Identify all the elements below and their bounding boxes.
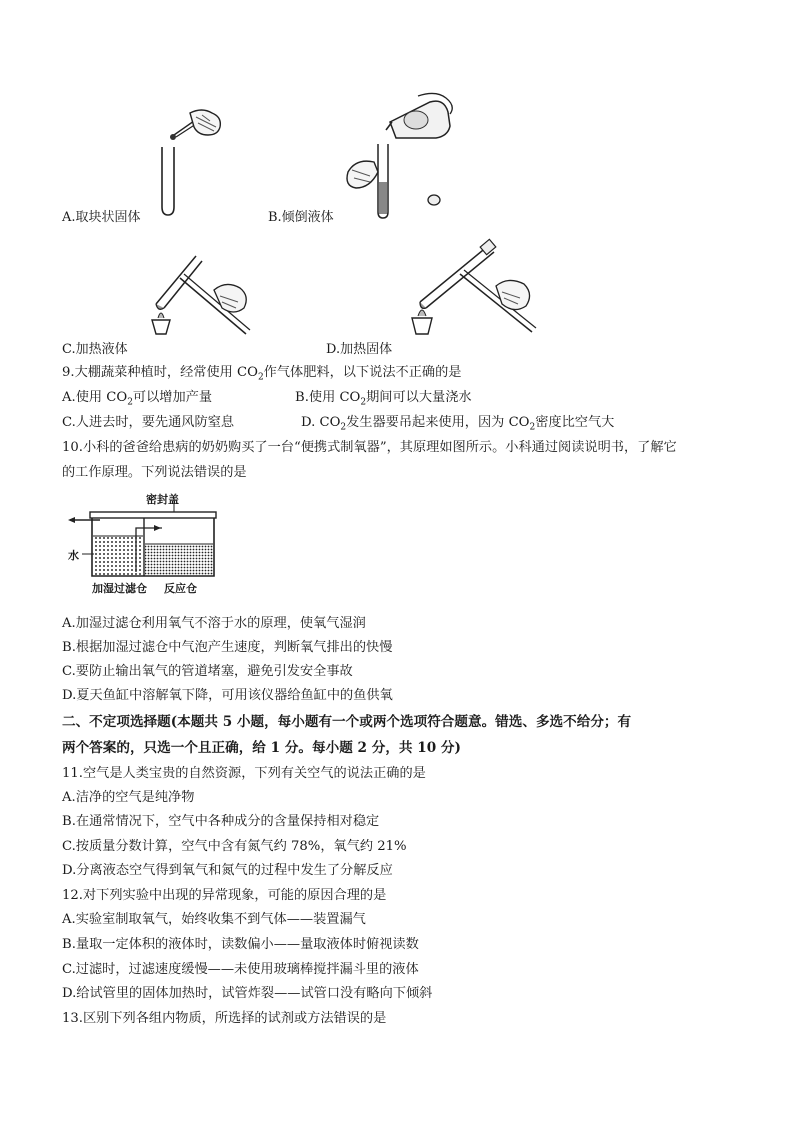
q11-option-a: A.洁净的空气是纯净物 — [62, 790, 195, 805]
q12-option-d: D.给试管里的固体加热时，试管炸裂——试管口没有略向下倾斜 — [62, 986, 433, 1001]
q9-option-a: A.使用 $CO_2$可以增加产量 — [62, 390, 213, 408]
q10-stem-line2: 的工作原理。下列说法错误的是 — [62, 465, 247, 480]
diagram-label-left-chamber: 加湿过滤仓 — [92, 582, 147, 595]
q13-stem: 13.区别下列各组内物质，所选择的试剂或方法错误的是 — [62, 1011, 387, 1026]
q12-option-b: B.量取一定体积的液体时，读数偏小——量取液体时俯视读数 — [62, 937, 419, 952]
diagram-label-lid: 密封盖 — [146, 493, 179, 506]
q8-option-c: C.加热液体 — [62, 342, 128, 357]
figure-pour-liquid — [340, 92, 460, 222]
q8-option-d: D.加热固体 — [326, 342, 393, 357]
q10-option-c: C.要防止输出氧气的管道堵塞，避免引发安全事故 — [62, 664, 353, 679]
q11-option-b: B.在通常情况下，空气中各种成分的含量保持相对稳定 — [62, 814, 380, 829]
section2-heading-line1: 二、不定项选择题(本题共 5 小题，每小题有一个或两个选项符合题意。错选、多选不给分；有 — [62, 714, 632, 730]
diagram-label-water: 水 — [68, 549, 79, 562]
q11-option-d: D.分离液态空气得到氧气和氮气的过程中发生了分解反应 — [62, 863, 393, 878]
q10-option-d: D.夏天鱼缸中溶解氧下降，可用该仪器给鱼缸中的鱼供氧 — [62, 688, 393, 703]
q12-stem: 12.对下列实验中出现的异常现象，可能的原因合理的是 — [62, 888, 387, 903]
q8-option-a: A.取块状固体 — [62, 210, 141, 225]
q11-option-c: C.按质量分数计算，空气中含有氮气约 78%，氧气约 21% — [62, 839, 407, 854]
q12-option-c: C.过滤时，过滤速度缓慢——未使用玻璃棒搅拌漏斗里的液体 — [62, 962, 419, 977]
q9-option-d: D. $CO_2$发生器要吊起来使用，因为 $CO_2$密度比空气大 — [301, 415, 615, 433]
q8-option-b: B.倾倒液体 — [268, 210, 334, 225]
q9-option-c: C.人进去时，要先通风防窒息 — [62, 415, 235, 430]
q10-option-b: B.根据加湿过滤仓中气泡产生速度，判断氧气排出的快慢 — [62, 640, 393, 655]
q10-stem-line1: 10.小科的爸爸给患病的奶奶购买了一台“便携式制氧器”，其原理如图所示。小科通过阅读说明书，了解它 — [62, 440, 677, 455]
diagram-label-right-chamber: 反应仓 — [164, 582, 197, 595]
section2-heading-line2: 两个答案的，只选一个且正确，给 1 分。每小题 2 分，共 10 分) — [62, 740, 461, 756]
figure-heat-liquid — [136, 246, 260, 338]
figure-take-solid — [150, 105, 230, 217]
q9-option-b: B.使用 $CO_2$期间可以大量浇水 — [295, 390, 472, 408]
figure-heat-solid — [400, 236, 550, 338]
q11-stem: 11.空气是人类宝贵的自然资源，下列有关空气的说法正确的是 — [62, 766, 426, 781]
q9-stem: 9.大棚蔬菜种植时，经常使用 $CO_2$作气体肥料，以下说法不正确的是 — [62, 365, 462, 383]
q12-option-a: A.实验室制取氧气，始终收集不到气体——装置漏气 — [62, 912, 366, 927]
q10-option-a: A.加湿过滤仓利用氧气不溶于水的原理，使氧气湿润 — [62, 616, 366, 631]
